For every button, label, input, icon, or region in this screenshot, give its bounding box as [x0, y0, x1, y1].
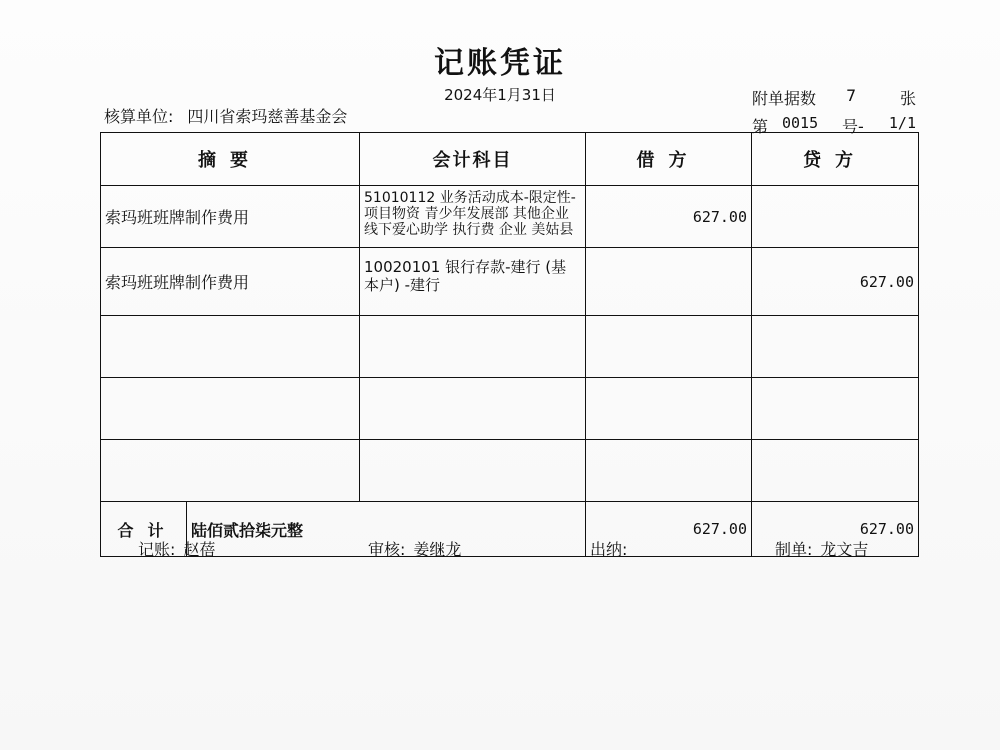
- unit-value: 四川省索玛慈善基金会: [187, 107, 348, 126]
- header-summary: 摘要: [101, 133, 360, 186]
- entry-debit: 627.00: [586, 186, 752, 248]
- attach-unit: 张: [899, 89, 916, 108]
- total-credit: 627.00: [752, 502, 919, 557]
- total-debit: 627.00: [586, 502, 752, 557]
- entry-summary: [101, 378, 360, 440]
- preparer-name: 龙文吉: [820, 540, 869, 559]
- entry-summary: 索玛班班牌制作费用: [101, 248, 360, 316]
- entry-account: [360, 316, 586, 378]
- table-row: [101, 186, 919, 248]
- header-debit: 借方: [586, 133, 752, 186]
- entry-credit: 627.00: [752, 248, 919, 316]
- table-row: [101, 378, 919, 440]
- reviewer-label: 审核:: [368, 540, 406, 559]
- cashier-label: 出纳:: [590, 540, 628, 559]
- entry-account: [360, 440, 586, 502]
- entry-debit: [586, 378, 752, 440]
- table-row: [101, 440, 919, 502]
- table-row: [101, 248, 919, 316]
- voucher-no-suffix: 号-: [842, 117, 864, 136]
- signature-cashier: [590, 537, 635, 560]
- preparer-label: 制单:: [775, 540, 813, 559]
- entry-account: 51010112 业务活动成本-限定性-项目物资 青少年发展部 其他企业 线下爱心助学 执行费 企业 美姑县: [360, 186, 586, 248]
- attach-count: 7: [846, 86, 857, 105]
- table-row: [101, 316, 919, 378]
- total-amount-words: 陆佰贰拾柒元整: [187, 502, 586, 557]
- voucher-no-label: 第: [752, 117, 769, 136]
- signature-preparer: [775, 537, 868, 560]
- signature-bookkeeper: [138, 537, 215, 560]
- voucher-date: 2024年1月31日: [444, 86, 556, 104]
- table-header-row: [101, 133, 919, 186]
- unit-label: 核算单位:: [104, 107, 174, 126]
- voucher-title: 记账凭证: [434, 46, 566, 81]
- header-credit: 贷方: [752, 133, 919, 186]
- entry-account: 10020101 银行存款-建行 (基本户) -建行: [360, 248, 586, 316]
- header-account: 会计科目: [360, 133, 586, 186]
- entry-account: [360, 378, 586, 440]
- voucher-page-number: 1/1: [888, 114, 916, 132]
- entry-credit: [752, 186, 919, 248]
- entry-credit: [752, 316, 919, 378]
- signature-reviewer: [368, 537, 461, 560]
- entry-debit: [586, 440, 752, 502]
- total-label: 合计: [101, 502, 187, 557]
- voucher-no-value: 0015: [782, 114, 819, 132]
- voucher-table: [100, 132, 919, 557]
- entry-credit: [752, 440, 919, 502]
- bookkeeper-name: 赵蓓: [183, 540, 216, 559]
- entry-summary: [101, 316, 360, 378]
- entry-summary: 索玛班班牌制作费用: [101, 186, 360, 248]
- entry-debit: [586, 248, 752, 316]
- bookkeeper-label: 记账:: [138, 540, 176, 559]
- entry-summary: [101, 440, 360, 502]
- entry-credit: [752, 378, 919, 440]
- attach-label: 附单据数: [752, 89, 817, 108]
- entry-debit: [586, 316, 752, 378]
- reviewer-name: 姜继龙: [413, 540, 462, 559]
- accounting-unit: [104, 104, 347, 127]
